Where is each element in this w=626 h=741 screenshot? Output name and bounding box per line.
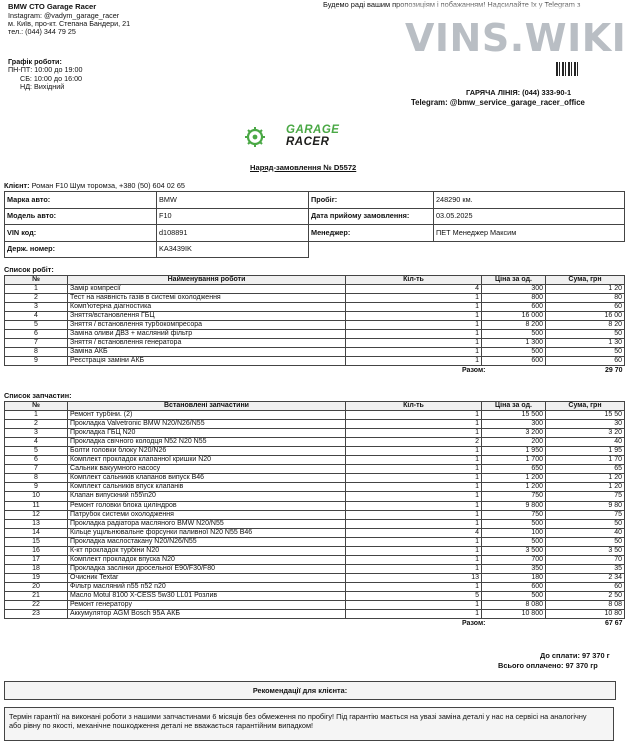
recommendations-box xyxy=(4,681,616,700)
manager-value: ПЕТ Менеджер Максим xyxy=(434,225,625,242)
part-row-name: К-кт прокладок турбіни N20 xyxy=(68,546,346,555)
part-row-no: 9 xyxy=(5,483,68,492)
work-row-name: Тест на наявність газів в системі охолодження xyxy=(68,294,346,303)
part-row-sum: 1 20 xyxy=(546,483,625,492)
part-row-qty: 1 xyxy=(346,411,482,420)
part-row-qty: 1 xyxy=(346,501,482,510)
recommendations-label: Рекомендації для клієнта: xyxy=(252,686,348,695)
part-row-price: 100 xyxy=(482,528,546,537)
work-row-no: 1 xyxy=(5,285,68,294)
work-row-name: Зняття / встановлення турбокомпресора xyxy=(68,321,346,330)
part-row-sum: 1 20 xyxy=(546,474,625,483)
work-row-sum: 1 30 xyxy=(546,339,625,348)
work-row-sum: 8 20 xyxy=(546,321,625,330)
logo-line2: RACER xyxy=(286,136,330,148)
schedule-block xyxy=(8,58,82,91)
part-row-no: 22 xyxy=(5,601,68,610)
parts-total-row xyxy=(5,619,625,629)
work-row xyxy=(5,285,625,294)
warranty-text: Термін гарантії на виконані роботи з нашими запчастинами 6 місяців без обмеження по пробігу! Під гарантію мається на увазі заміна деталі у нас на сервісі на аналогічну або рівну по якості, механічне пошкодження деталі не вважається гарантійним випадком! xyxy=(9,712,587,731)
work-row-price: 500 xyxy=(482,348,546,357)
order-title: Наряд-замовлення № D5572 xyxy=(250,163,357,172)
empty-cell xyxy=(434,241,625,258)
work-row-no: 5 xyxy=(5,321,68,330)
part-row xyxy=(5,564,625,573)
work-row xyxy=(5,357,625,366)
manager-label: Менеджер: xyxy=(309,225,434,242)
table-row xyxy=(5,208,625,225)
part-row-price: 1 950 xyxy=(482,447,546,456)
part-row xyxy=(5,573,625,582)
work-row xyxy=(5,312,625,321)
part-row-qty: 1 xyxy=(346,546,482,555)
client-line xyxy=(4,182,185,190)
part-row xyxy=(5,447,625,456)
mileage-label: Пробіг: xyxy=(309,192,434,209)
work-row-qty: 1 xyxy=(346,312,482,321)
parts-header-row xyxy=(5,402,625,411)
part-row-price: 350 xyxy=(482,564,546,573)
part-row-name: Ремонт турбіни. (2) xyxy=(68,411,346,420)
make-label: Марка авто: xyxy=(5,192,157,209)
empty-cell xyxy=(309,241,434,258)
schedule-sunday: НД: Вихідний xyxy=(20,81,65,91)
part-row-name: Прокладка свічного колодця N52 N20 N55 xyxy=(68,438,346,447)
spacer xyxy=(68,619,346,629)
part-row-qty: 5 xyxy=(346,591,482,600)
part-row-price: 200 xyxy=(482,438,546,447)
make-value: BMW xyxy=(157,192,309,209)
col-name: Найменування роботи xyxy=(68,276,346,285)
part-row-qty: 1 xyxy=(346,456,482,465)
watermark xyxy=(405,12,626,64)
qr-code-icon xyxy=(556,62,578,76)
part-row xyxy=(5,610,625,619)
part-row-price: 180 xyxy=(482,573,546,582)
part-row-qty: 1 xyxy=(346,610,482,619)
part-row-name: Ремонт головки блока циліндров xyxy=(68,501,346,510)
work-row-name: Замір компресії xyxy=(68,285,346,294)
plate-value: KA3439IK xyxy=(157,241,309,258)
part-row-qty: 1 xyxy=(346,601,482,610)
part-row-sum: 75 xyxy=(546,510,625,519)
company-block xyxy=(8,3,130,37)
table-row xyxy=(5,225,625,242)
part-row xyxy=(5,555,625,564)
work-row-price: 1 300 xyxy=(482,339,546,348)
work-row-price: 600 xyxy=(482,357,546,366)
work-row-sum: 50 xyxy=(546,348,625,357)
part-row-price: 9 800 xyxy=(482,501,546,510)
work-row-qty: 1 xyxy=(346,321,482,330)
work-row-price: 300 xyxy=(482,285,546,294)
work-row-name: Зняття / встановлення генератора xyxy=(68,339,346,348)
part-row-qty: 1 xyxy=(346,510,482,519)
client-label: Клієнт: xyxy=(4,181,30,190)
work-row-no: 2 xyxy=(5,294,68,303)
part-row-price: 650 xyxy=(482,465,546,474)
works-total-row xyxy=(5,366,625,376)
part-row xyxy=(5,501,625,510)
part-row-price: 500 xyxy=(482,591,546,600)
part-row-name: Кільце ущільнювальне форсунки паливної N20 N55 B46 xyxy=(68,528,346,537)
works-total-value: 29 70 xyxy=(604,367,623,375)
part-row xyxy=(5,546,625,555)
part-row-no: 23 xyxy=(5,610,68,619)
part-row-sum: 40 xyxy=(546,438,625,447)
part-row-price: 500 xyxy=(482,537,546,546)
works-table xyxy=(4,275,625,376)
part-row xyxy=(5,591,625,600)
part-row-sum: 40 xyxy=(546,528,625,537)
part-row xyxy=(5,537,625,546)
model-label: Модель авто: xyxy=(5,208,157,225)
part-row-name: Клапан випускний n55\n20 xyxy=(68,492,346,501)
col-no: № xyxy=(5,402,68,411)
part-row-sum: 60 xyxy=(546,582,625,591)
part-row-name: Прокладка радіатора масляного BMW N20/N55 xyxy=(68,519,346,528)
col-qty: Кіл-ть xyxy=(346,402,482,411)
col-no: № xyxy=(5,276,68,285)
parts-title: Список запчастин: xyxy=(4,391,72,400)
watermark-text: VINS.WIKI xyxy=(405,16,626,60)
to-pay-label: До сплати: xyxy=(540,651,580,660)
part-row-no: 2 xyxy=(5,420,68,429)
part-row-price: 750 xyxy=(482,510,546,519)
parts-total-label: Разом: xyxy=(461,619,486,627)
part-row-name: Фільтр масляний n55 n52 n20 xyxy=(68,582,346,591)
part-row-no: 14 xyxy=(5,528,68,537)
part-row-no: 11 xyxy=(5,501,68,510)
part-row-sum: 3 20 xyxy=(546,429,625,438)
parts-body xyxy=(5,411,625,619)
spacer xyxy=(5,366,68,376)
paid-value: 97 370 гр xyxy=(565,661,598,670)
work-row-no: 8 xyxy=(5,348,68,357)
part-row-name: Прокладка ГБЦ N20 xyxy=(68,429,346,438)
part-row xyxy=(5,483,625,492)
part-row-price: 1 200 xyxy=(482,474,546,483)
part-row-sum: 3 50 xyxy=(546,546,625,555)
part-row-no: 21 xyxy=(5,591,68,600)
part-row-no: 16 xyxy=(5,546,68,555)
part-row-sum: 30 xyxy=(546,420,625,429)
paid-line xyxy=(498,662,598,671)
part-row-sum: 15 50 xyxy=(546,411,625,420)
work-row-name: Зняття/встановлення ГБЦ xyxy=(68,312,346,321)
work-row-price: 600 xyxy=(482,303,546,312)
schedule-weekdays: ПН-ПТ: 10:00 до 19:00 xyxy=(8,65,83,75)
part-row xyxy=(5,510,625,519)
work-row xyxy=(5,321,625,330)
part-row-name: Очисник Textar xyxy=(68,573,346,582)
col-sum: Сума, грн xyxy=(546,276,625,285)
work-row-sum: 1 20 xyxy=(546,285,625,294)
part-row-price: 500 xyxy=(482,519,546,528)
works-total-label: Разом: xyxy=(461,367,486,375)
work-row-qty: 1 xyxy=(346,303,482,312)
part-row-qty: 2 xyxy=(346,438,482,447)
part-row-no: 18 xyxy=(5,564,68,573)
part-row xyxy=(5,519,625,528)
part-row-name: Прокладка маслостаканy N20/N26/N55 xyxy=(68,537,346,546)
part-row-name: Ремонт генератору xyxy=(68,601,346,610)
work-row-qty: 1 xyxy=(346,294,482,303)
part-row-sum: 1 95 xyxy=(546,447,625,456)
part-row-qty: 1 xyxy=(346,519,482,528)
part-row-price: 300 xyxy=(482,420,546,429)
work-row-no: 9 xyxy=(5,357,68,366)
logo-line1: GARAGE xyxy=(286,124,340,136)
model-value: F10 xyxy=(157,208,309,225)
date-value: 03.05.2025 xyxy=(434,208,625,225)
work-row-name: Заміна оливи ДВЗ + масляний фільтр xyxy=(68,330,346,339)
to-pay-value: 97 370 г xyxy=(582,651,610,660)
spacer xyxy=(5,619,68,629)
part-row-name: Аккумулятор AGM Bosch 95A АКБ xyxy=(68,610,346,619)
part-row-qty: 1 xyxy=(346,492,482,501)
garage-racer-logo xyxy=(244,124,369,150)
work-row-name: Комп'ютерна діагностика xyxy=(68,303,346,312)
work-row-qty: 1 xyxy=(346,348,482,357)
part-row-qty: 13 xyxy=(346,573,482,582)
vehicle-info-table xyxy=(4,191,625,258)
work-row-no: 6 xyxy=(5,330,68,339)
mileage-value: 248290 км. xyxy=(434,192,625,209)
part-row-name: Комплект сальників впуск клапанів xyxy=(68,483,346,492)
part-row-name: Болти головки блоку N20/N26 xyxy=(68,447,346,456)
part-row-price: 1 200 xyxy=(482,483,546,492)
work-row xyxy=(5,348,625,357)
part-row-sum: 50 xyxy=(546,519,625,528)
company-instagram: Instagram: @vadym_garage_racer xyxy=(8,10,120,20)
part-row-no: 5 xyxy=(5,447,68,456)
plate-label: Держ. номер: xyxy=(5,241,157,258)
part-row xyxy=(5,438,625,447)
part-row-name: Патрубок системи охолодження xyxy=(68,510,346,519)
part-row-sum: 2 34 xyxy=(546,573,625,582)
part-row-sum: 8 08 xyxy=(546,601,625,610)
work-row-name: Заміна АКБ xyxy=(68,348,346,357)
schedule-saturday: СБ: 10:00 до 16:00 xyxy=(20,73,83,83)
part-row-no: 13 xyxy=(5,519,68,528)
work-row-qty: 1 xyxy=(346,339,482,348)
table-row xyxy=(5,241,625,258)
part-row-qty: 1 xyxy=(346,447,482,456)
work-row-qty: 1 xyxy=(346,330,482,339)
part-row-qty: 1 xyxy=(346,420,482,429)
part-row-name: Комплект прокладок впуска N20 xyxy=(68,555,346,564)
parts-total-value: 67 67 xyxy=(604,619,623,627)
part-row-sum: 10 80 xyxy=(546,610,625,619)
part-row xyxy=(5,429,625,438)
part-row-sum: 70 xyxy=(546,555,625,564)
part-row-price: 15 500 xyxy=(482,411,546,420)
part-row-sum: 2 50 xyxy=(546,591,625,600)
company-name: BMW СТО Garage Racer xyxy=(8,2,97,11)
work-row-sum: 16 00 xyxy=(546,312,625,321)
works-body xyxy=(5,285,625,366)
work-row xyxy=(5,339,625,348)
part-row-no: 17 xyxy=(5,555,68,564)
part-row-sum: 1 70 xyxy=(546,456,625,465)
part-row-price: 600 xyxy=(482,582,546,591)
part-row xyxy=(5,474,625,483)
company-address: м. Київ, про-кт. Степана Бандери, 21 xyxy=(8,19,131,28)
part-row xyxy=(5,601,625,610)
part-row-price: 8 080 xyxy=(482,601,546,610)
col-qty: Кіл-ть xyxy=(346,276,482,285)
work-row-qty: 4 xyxy=(346,285,482,294)
part-row-price: 3 500 xyxy=(482,546,546,555)
part-row xyxy=(5,492,625,501)
work-row-sum: 60 xyxy=(546,357,625,366)
hotline: ГАРЯЧА ЛІНІЯ: (044) 333-90-1 xyxy=(466,88,572,97)
part-row-name: Комплект прокладок клапанної кришки N20 xyxy=(68,456,346,465)
works-title: Список робіт: xyxy=(4,265,54,274)
work-row-qty: 1 xyxy=(346,357,482,366)
part-row-qty: 1 xyxy=(346,474,482,483)
work-row-price: 500 xyxy=(482,330,546,339)
col-price: Ціна за од. xyxy=(482,276,546,285)
part-row-price: 1 700 xyxy=(482,456,546,465)
feedback-notice: Будемо раді вашим пропозиціям і побажанням! Надсилайте їх у Telegram з xyxy=(323,0,581,9)
part-row xyxy=(5,465,625,474)
part-row-qty: 1 xyxy=(346,483,482,492)
company-phone: тел.: (044) 344 79 25 xyxy=(8,27,76,37)
part-row xyxy=(5,582,625,591)
part-row-no: 10 xyxy=(5,492,68,501)
work-row-no: 4 xyxy=(5,312,68,321)
spacer xyxy=(68,366,346,376)
work-row-sum: 80 xyxy=(546,294,625,303)
work-row xyxy=(5,303,625,312)
table-row xyxy=(5,192,625,209)
warranty-box xyxy=(4,707,614,741)
part-row-no: 3 xyxy=(5,429,68,438)
part-row-no: 8 xyxy=(5,474,68,483)
work-row-sum: 50 xyxy=(546,330,625,339)
telegram-handle: Telegram: @bmw_service_garage_racer_office xyxy=(411,98,585,107)
part-row-qty: 1 xyxy=(346,429,482,438)
part-row-qty: 1 xyxy=(346,555,482,564)
part-row-price: 10 800 xyxy=(482,610,546,619)
part-row-qty: 4 xyxy=(346,528,482,537)
part-row-qty: 1 xyxy=(346,465,482,474)
part-row-no: 4 xyxy=(5,438,68,447)
work-row-name: Реєстрація заміни АКБ xyxy=(68,357,346,366)
works-header-row xyxy=(5,276,625,285)
work-row-no: 7 xyxy=(5,339,68,348)
work-row-price: 800 xyxy=(482,294,546,303)
work-row-no: 3 xyxy=(5,303,68,312)
part-row xyxy=(5,456,625,465)
part-row-sum: 50 xyxy=(546,537,625,546)
parts-table xyxy=(4,401,625,629)
col-name: Встановлені запчастини xyxy=(68,402,346,411)
part-row-sum: 9 80 xyxy=(546,501,625,510)
col-price: Ціна за од. xyxy=(482,402,546,411)
part-row-no: 6 xyxy=(5,456,68,465)
work-row-sum: 60 xyxy=(546,303,625,312)
work-row xyxy=(5,294,625,303)
part-row-name: Прокладка Valvetronic BMW N20/N26/N55 xyxy=(68,420,346,429)
part-row-no: 15 xyxy=(5,537,68,546)
part-row-name: Прокладка заслінки дросельної E90/F30/F80 xyxy=(68,564,346,573)
part-row-no: 12 xyxy=(5,510,68,519)
part-row-qty: 1 xyxy=(346,582,482,591)
part-row-no: 1 xyxy=(5,411,68,420)
part-row-no: 20 xyxy=(5,582,68,591)
part-row xyxy=(5,411,625,420)
to-pay-line xyxy=(540,652,610,661)
part-row-name: Комплект сальників клапанов випуск B46 xyxy=(68,474,346,483)
part-row-no: 19 xyxy=(5,573,68,582)
part-row-sum: 65 xyxy=(546,465,625,474)
part-row-price: 750 xyxy=(482,492,546,501)
part-row-qty: 1 xyxy=(346,564,482,573)
part-row-no: 7 xyxy=(5,465,68,474)
part-row xyxy=(5,528,625,537)
work-row-price: 8 200 xyxy=(482,321,546,330)
date-label: Дата прийому замовлення: xyxy=(309,208,434,225)
part-row-price: 700 xyxy=(482,555,546,564)
part-row-sum: 35 xyxy=(546,564,625,573)
part-row xyxy=(5,420,625,429)
col-sum: Сума, грн xyxy=(546,402,625,411)
part-row-price: 3 200 xyxy=(482,429,546,438)
work-row xyxy=(5,330,625,339)
vin-value: d108891 xyxy=(157,225,309,242)
vin-label: VIN код: xyxy=(5,225,157,242)
part-row-name: Сальник вакуумного насосу xyxy=(68,465,346,474)
client-value: Роман F10 Шум торомза, +380 (50) 604 02 65 xyxy=(31,181,185,190)
part-row-qty: 1 xyxy=(346,537,482,546)
part-row-name: Масло Motul 8100 X-CESS 5w30 LL01 Розлив xyxy=(68,591,346,600)
work-row-price: 16 000 xyxy=(482,312,546,321)
paid-label: Всього оплачено: xyxy=(498,661,564,670)
schedule-title: Графік роботи: xyxy=(8,57,62,66)
part-row-sum: 75 xyxy=(546,492,625,501)
